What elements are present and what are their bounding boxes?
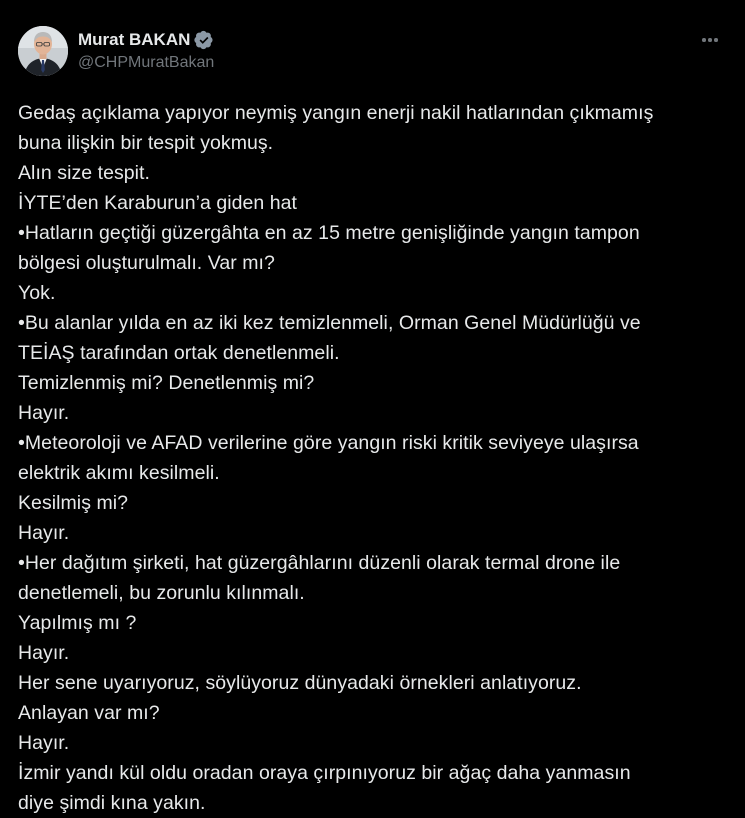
tweet-text-line: Alın size tespit. bbox=[18, 162, 150, 184]
tweet-header bbox=[18, 26, 728, 78]
ellipsis-dot-icon bbox=[708, 38, 712, 42]
tweet-text-line: Anlayan var mı? bbox=[18, 702, 160, 724]
tweet-text-line: Hayır. bbox=[18, 732, 70, 754]
tweet-text-line: Yok. bbox=[18, 282, 56, 304]
tweet-text-line: •Bu alanlar yılda en az iki kez temizlenmeli, Orman Genel Müdürlüğü ve bbox=[18, 312, 641, 334]
more-options-button[interactable] bbox=[696, 30, 724, 50]
author-names bbox=[78, 29, 214, 72]
tweet-text-line: Temizlenmiş mi? Denetlenmiş mi? bbox=[18, 372, 315, 394]
tweet-text-line: diye şimdi kına yakın. bbox=[18, 792, 206, 814]
tweet-text bbox=[18, 98, 730, 818]
ellipsis-dot-icon bbox=[714, 38, 718, 42]
tweet-text-line: denetlemeli, bu zorunlu kılınmalı. bbox=[18, 582, 305, 604]
tweet-text-line: elektrik akımı kesilmeli. bbox=[18, 462, 220, 484]
tweet-text-line: Her sene uyarıyoruz, söylüyoruz dünyadaki örnekleri anlatıyoruz. bbox=[18, 672, 582, 694]
tweet-text-line: Hayır. bbox=[18, 642, 70, 664]
tweet-text-line: •Her dağıtım şirketi, hat güzergâhlarını düzenli olarak termal drone ile bbox=[18, 552, 621, 574]
tweet-text-line: Hayır. bbox=[18, 522, 70, 544]
tweet-text-line: İYTE’den Karaburun’a giden hat bbox=[18, 192, 298, 214]
author-handle[interactable]: @CHPMuratBakan bbox=[78, 54, 215, 71]
profile-photo-icon bbox=[18, 26, 68, 76]
tweet-text-line: •Hatların geçtiği güzergâhta en az 15 metre genişliğinde yangın tampon bbox=[18, 222, 640, 244]
verified-badge-icon bbox=[194, 30, 214, 50]
tweet-text-line: buna ilişkin bir tespit yokmuş. bbox=[18, 132, 274, 154]
tweet-text-line: Kesilmiş mi? bbox=[18, 492, 129, 514]
tweet-text-line: TEİAŞ tarafından ortak denetlenmeli. bbox=[18, 342, 340, 364]
tweet-text-line: bölgesi oluşturulmalı. Var mı? bbox=[18, 252, 275, 274]
display-name[interactable]: Murat BAKAN bbox=[78, 30, 191, 49]
display-name-row bbox=[78, 29, 214, 51]
tweet-text-line: Yapılmış mı ? bbox=[18, 612, 137, 634]
tweet-text-line: İzmir yandı kül oldu oradan oraya çırpınıyoruz bir ağaç daha yanmasın bbox=[18, 762, 631, 784]
tweet-text-line: •Meteoroloji ve AFAD verilerine göre yangın riski kritik seviyeye ulaşırsa bbox=[18, 432, 639, 454]
tweet-text-line: Gedaş açıklama yapıyor neymiş yangın enerji nakil hatlarından çıkmamış bbox=[18, 102, 654, 124]
tweet-text-line: Hayır. bbox=[18, 402, 70, 424]
avatar[interactable] bbox=[18, 26, 68, 76]
ellipsis-dot-icon bbox=[702, 38, 706, 42]
